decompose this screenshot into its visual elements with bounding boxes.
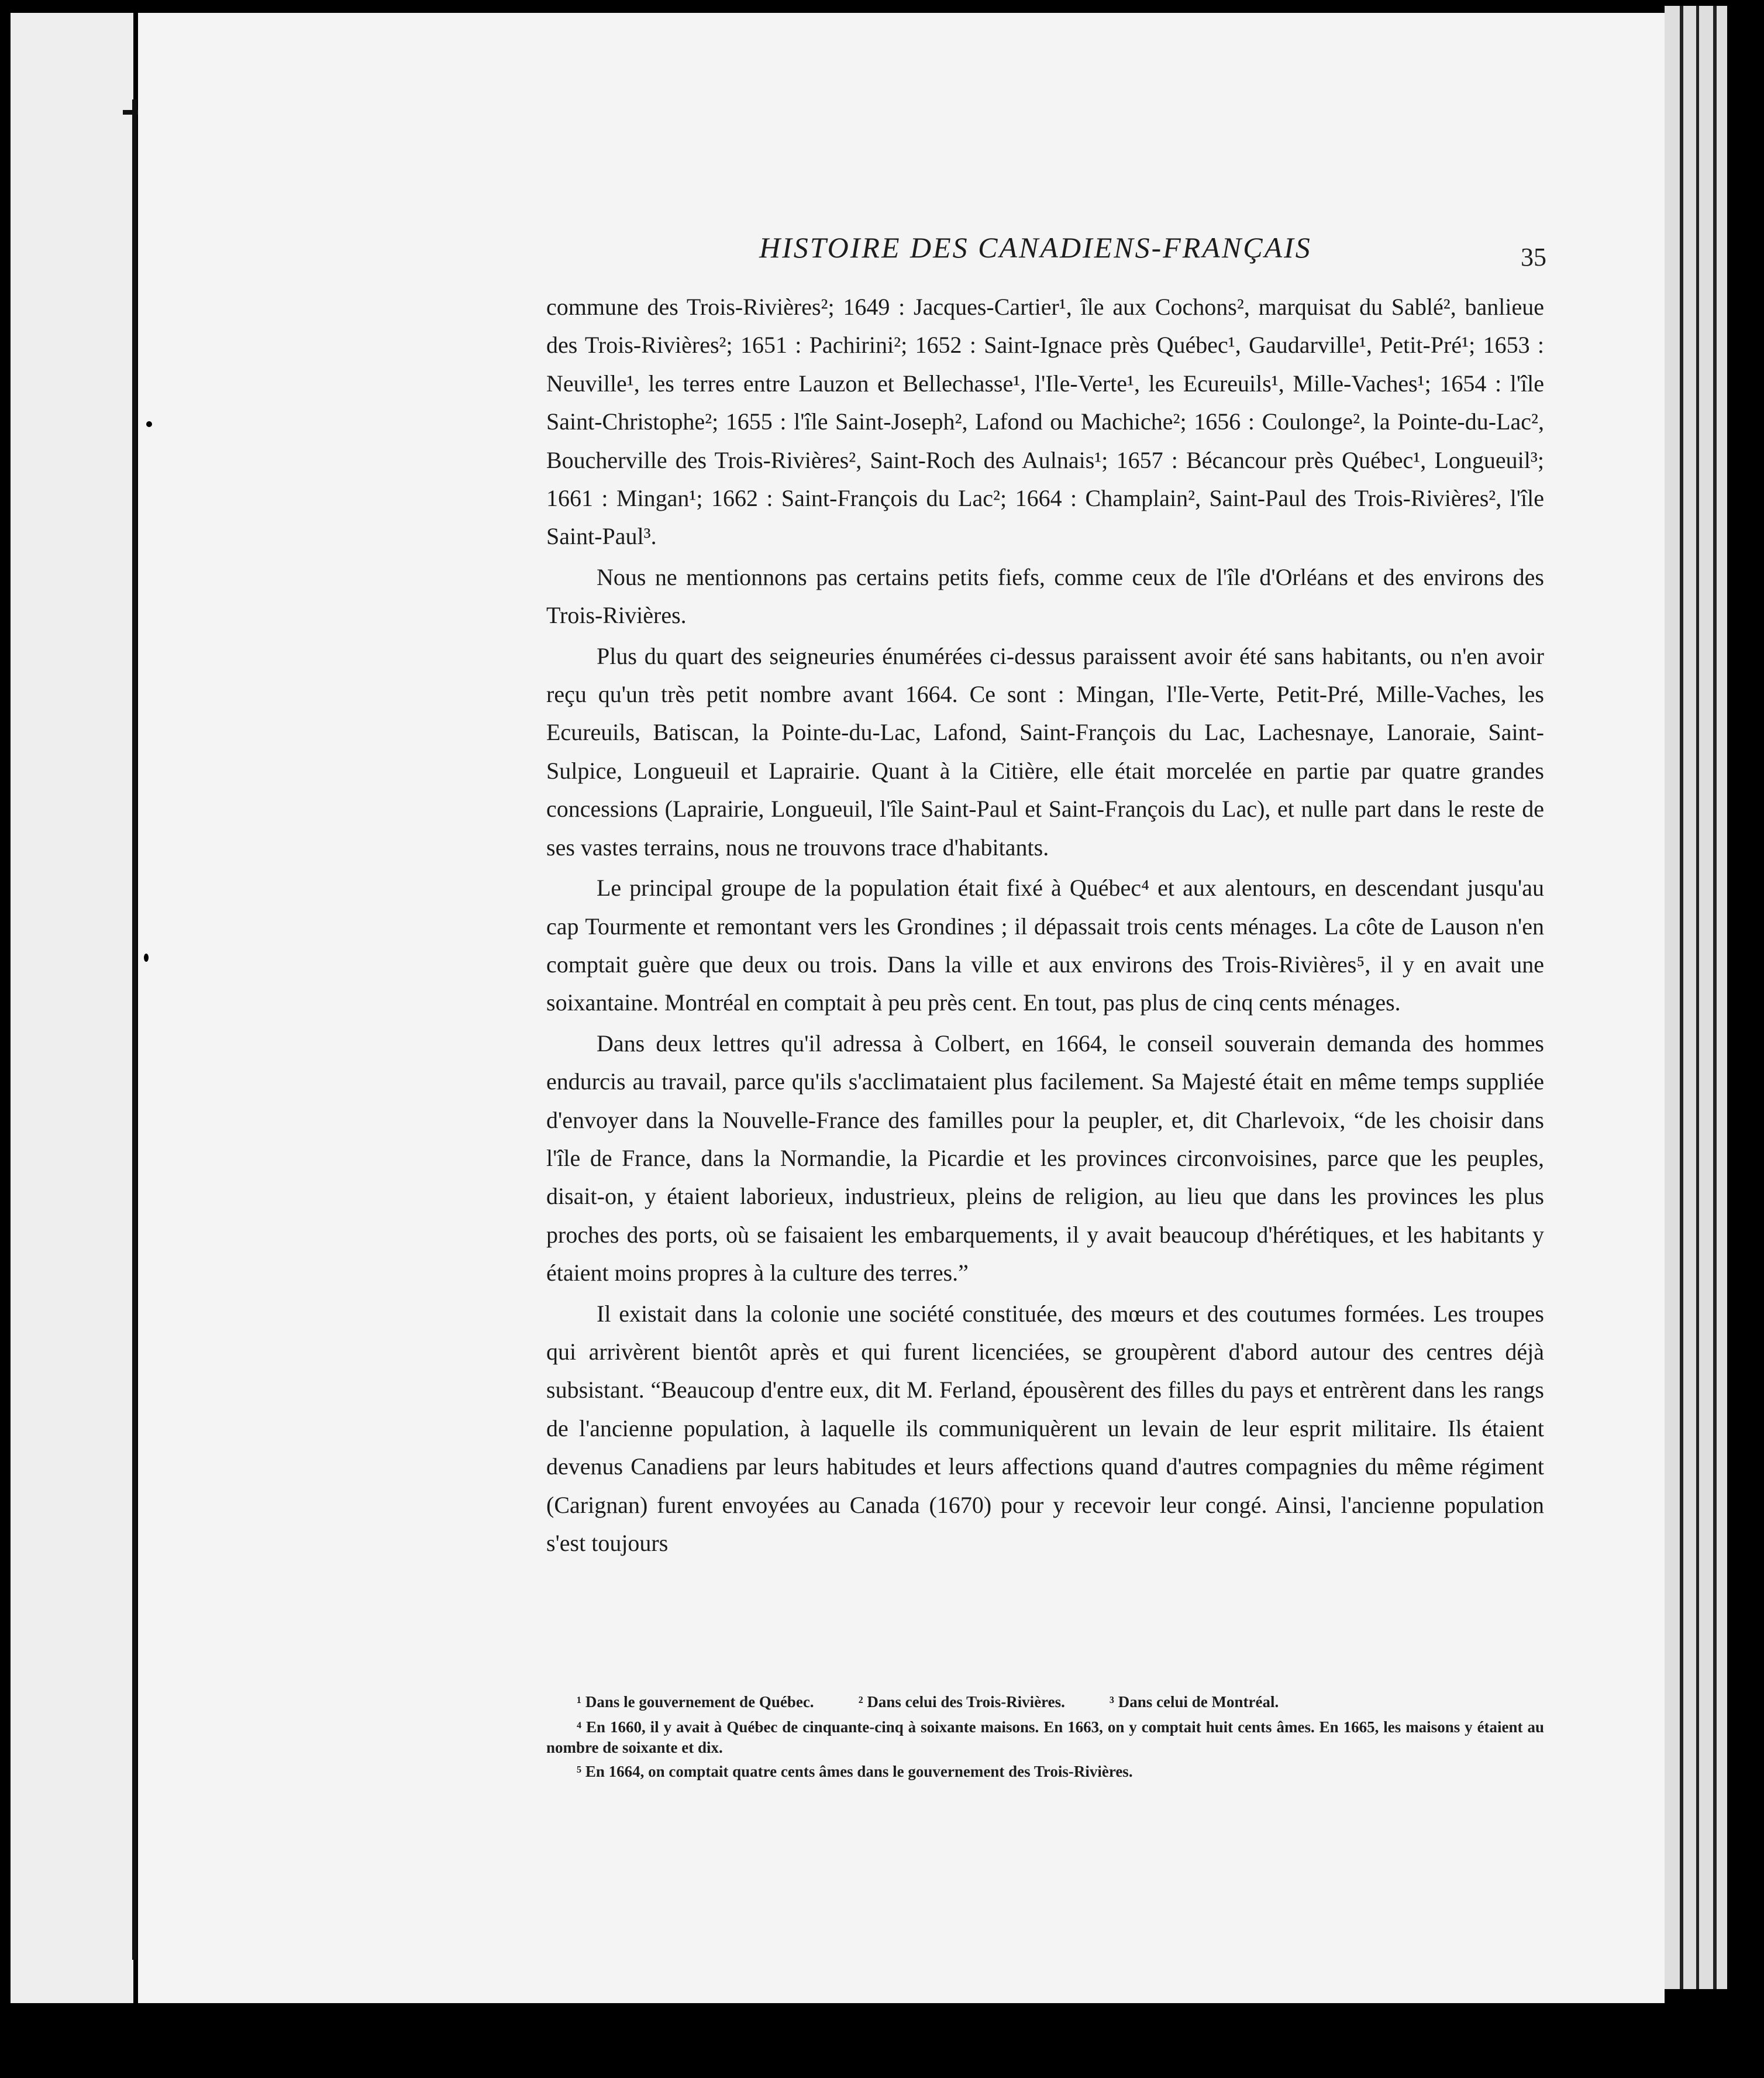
paragraph-seigneury-list: commune des Trois-Rivières²; 1649 : Jacques-Cartier¹, île aux Cochons², marquisat du Sablé², banlieue des Trois-Rivières²; 1651 : Pachirini²; 1652 : Saint-Ignace près Québec¹, Gaudarville¹, Petit-Pré¹; 1653 : Neuville¹, les terres entre Lauzon et Bellechasse¹, l'Ile-Verte¹, les Ecureuils¹, Mille-Vaches¹; 1654 : l'île Saint-Christophe²; 1655 : l'île Saint-Joseph², Lafond ou Machiche²; 1656 : Coulonge², la Pointe-du-Lac², Boucherville des Trois-Rivières², Saint-Roch des Aulnais¹; 1657 : Bécancour près Québec¹, Longueuil³; 1661 : Mingan¹; 1662 : Saint-François du Lac²; 1664 : Champlain², Saint-Paul des Trois-Rivières², l'île Saint-Paul³. <box>546 294 1544 550</box>
paragraph-uninhabited: Plus du quart des seigneuries énumérées ci-dessus paraissent avoir été sans habitants, ou n'en avoir reçu qu'un très petit nombre avant 1664. Ce sont : Mingan, l'Ile-Verte, Petit-Pré, Mille-Vaches, les Ecureuils, Batiscan, la Pointe-du-Lac, Lafond, Saint-François du Lac, Lachesnaye, Lanoraie, Saint-Sulpice, Longueuil et Laprairie. Quant à la Citière, elle était morcelée en partie par quatre grandes concessions (Laprairie, Longueuil, l'île Saint-Paul et Saint-François du Lac), et nulle part dans le reste de ses vastes terrains, nous ne trouvons trace d'habitants. <box>546 642 1544 861</box>
footnote-3: ³ Dans celui de Montréal. <box>1109 1693 1279 1711</box>
page-stack-edge <box>1699 6 1713 1989</box>
book-page <box>138 13 1665 2003</box>
left-page-edge <box>11 13 133 2003</box>
page-stack-edge <box>1665 6 1680 1989</box>
footnote-row <box>546 1692 1544 1712</box>
paragraph-population: Le principal groupe de la population était fixé à Québec⁴ et aux alentours, en descendant jusqu'au cap Tourmente et remontant vers les Grondines ; il dépassait trois cents ménages. La côte de Lauson n'en comptait guère que deux ou trois. Dans la ville et aux environs des Trois-Rivières⁵, il y en avait une soixantaine. Montréal en comptait à peu près cent. En tout, pas plus de cinq cents ménages. <box>546 875 1544 1016</box>
paragraph-society: Il existait dans la colonie une société constituée, des mœurs et des coutumes formées. Les troupes qui arrivèrent bientôt après et qui furent licenciées, se groupèrent d'abord autour des centres déjà subsistant. “Beaucoup d'entre eux, dit M. Ferland, épousèrent des filles du pays et entrèrent dans les rangs de l'ancienne population, à laquelle ils communiquèrent un levain de leur esprit militaire. Ils étaient devenus Canadiens par leurs habitudes et leurs affections quand d'autres compagnies du même régiment (Carignan) furent envoyées au Canada (1670) pour y recevoir leur congé. Ainsi, l'ancienne population s'est toujours <box>546 1300 1544 1556</box>
page-stack-edge <box>1717 6 1727 1989</box>
scan-speck <box>1749 1556 1752 1562</box>
running-title: HISTOIRE DES CANADIENS-FRANÇAIS <box>759 231 1312 264</box>
page-number: 35 <box>1521 243 1546 271</box>
page-stack-edge <box>1683 6 1696 1989</box>
gutter-binding-line <box>132 99 137 1960</box>
scan-speck <box>146 421 152 427</box>
footnote-2: ² Dans celui des Trois-Rivières. <box>858 1693 1065 1711</box>
footnote-4: ⁴ En 1660, il y avait à Québec de cinquante-cinq à soixante maisons. En 1663, on y comptait huit cents âmes. En 1665, les maisons y étaient au nombre de soixante et dix. <box>546 1718 1544 1756</box>
paragraph-small-fiefs: Nous ne mentionnons pas certains petits fiefs, comme ceux de l'île d'Orléans et des environs des Trois-Rivières. <box>546 563 1544 629</box>
footnotes <box>546 1692 1544 1785</box>
footnote-1: ¹ Dans le gouvernement de Québec. <box>577 1693 814 1711</box>
scan-speck <box>144 954 149 962</box>
body-text <box>546 288 1544 1562</box>
paragraph-colbert-letters: Dans deux lettres qu'il adressa à Colbert, en 1664, le conseil souverain demanda des hommes endurcis au travail, parce qu'ils s'acclimataient plus facilement. Sa Majesté était en même temps suppliée d'envoyer dans la Nouvelle-France des familles pour la peupler, et, dit Charlevoix, “de les choisir dans l'île de France, dans la Normandie, la Picardie et les provinces circonvoisines, parce que les peuples, disait-on, y étaient laborieux, industrieux, pleins de religion, au lieu que dans les provinces les plus proches des ports, où se faisaient les embarquements, il y avait beaucoup d'hérétiques, et les habitants y étaient moins propres à la culture des terres.” <box>546 1030 1544 1286</box>
footnote-5: ⁵ En 1664, on comptait quatre cents âmes dans le gouvernement des Trois-Rivières. <box>577 1763 1133 1780</box>
